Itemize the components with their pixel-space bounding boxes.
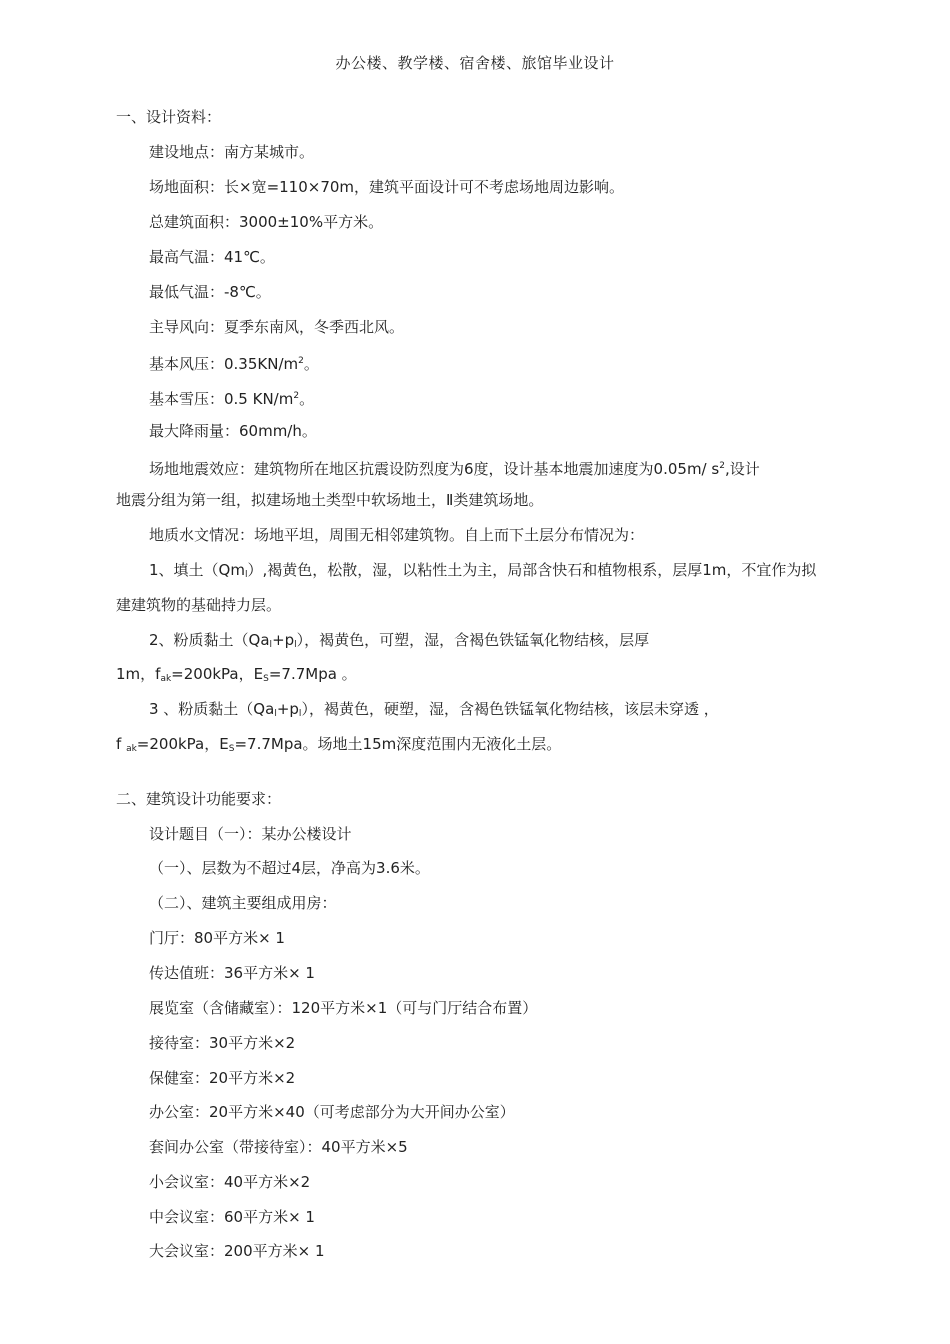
superscript-2: 2 [719, 461, 725, 471]
soil3-l2-c: =7.7Mpa。场地土15m深度范围内无液化土层。 [234, 735, 562, 753]
document-title: 办公楼、教学楼、宿舍楼、旅馆毕业设计 [335, 54, 615, 72]
soil-layer-2-line-1 [149, 630, 649, 655]
soil2-text-b: +p [272, 631, 295, 649]
subscript-l: l [244, 570, 248, 580]
subscript-ak: ak [160, 674, 172, 684]
seismic-text-b: ,设计 [724, 460, 760, 478]
soil3-l2-a: f [116, 735, 127, 753]
room-item: 办公室：20平方米×40（可考虑部分为大开间办公室） [149, 1103, 515, 1121]
soil3-text-b: +p [276, 700, 299, 718]
room-item: 中会议室：60平方米× 1 [149, 1208, 315, 1226]
total-area-line: 总建筑面积：3000±10%平方米。 [149, 213, 384, 231]
room-item: 传达值班：36平方米× 1 [149, 964, 315, 982]
seismic-line-1 [149, 456, 760, 479]
section2-heading: 二、建筑设计功能要求： [116, 790, 282, 808]
soil3-text-c: ），褐黄色，硬塑，湿，含褐色铁锰氧化物结核，该层未穿透 ， [301, 700, 719, 718]
wind-pressure-text: 基本风压：0.35KN/m [149, 355, 299, 373]
subscript-l: l [269, 640, 273, 650]
soil3-text-a: 3 、粉质黏土（Qa [149, 700, 275, 718]
geology-intro-line: 地质水文情况：场地平坦，周围无相邻建筑物。自上而下土层分布情况为： [149, 526, 645, 544]
room-item: 套间办公室（带接待室）：40平方米×5 [149, 1138, 408, 1156]
soil-layer-3-line-1 [149, 699, 719, 724]
section1-heading: 一、设计资料： [116, 108, 222, 126]
subscript-l: l [274, 709, 277, 719]
location-line: 建设地点：南方某城市。 [149, 143, 315, 161]
soil2-text-a: 2、粉质黏土（Qa [149, 631, 270, 649]
subscript-ak: ak [126, 744, 137, 754]
soil2-text-c: ），褐黄色，可塑，湿，含褐色铁锰氧化物结核，层厚 [296, 631, 650, 649]
wind-pressure-line [149, 351, 319, 374]
subscript-l: l [294, 640, 297, 650]
room-item: 门厅：80平方米× 1 [149, 929, 285, 947]
room-item: 保健室：20平方米×2 [149, 1069, 296, 1087]
room-item: 展览室（含储藏室）：120平方米×1（可与门厅结合布置） [149, 999, 538, 1017]
soil2-l2-c: =7.7Mpa 。 [268, 665, 357, 683]
design-topic-line: 设计题目（一）：某办公楼设计 [149, 825, 352, 843]
soil3-l2-b: =200kPa，E [136, 735, 229, 753]
min-temp-line: 最低气温：-8℃。 [149, 283, 271, 301]
subscript-s: S [263, 674, 269, 684]
wind-direction-line: 主导风向：夏季东南风，冬季西北风。 [149, 318, 405, 336]
subscript-l: l [298, 709, 302, 719]
snow-pressure-line [149, 386, 314, 409]
seismic-line-2: 地震分组为第一组，拟建场地土类型中软场地土，Ⅱ类建筑场地。 [116, 491, 544, 509]
room-item: 接待室：30平方米×2 [149, 1034, 296, 1052]
max-temp-line: 最高气温：41℃。 [149, 248, 275, 266]
seismic-text-a: 场地地震效应：建筑物所在地区抗震设防烈度为6度，设计基本地震加速度为0.05m/ s [149, 460, 720, 478]
soil-layer-1-line-2: 建建筑物的基础持力层。 [116, 596, 282, 614]
soil1-text-a: 1、填土（Qm [149, 561, 245, 579]
period: 。 [303, 355, 319, 373]
room-item: 大会议室：200平方米× 1 [149, 1242, 325, 1260]
rooms-heading-line: （二）、建筑主要组成用房： [149, 894, 337, 912]
subscript-s: S [228, 744, 235, 754]
soil2-l2-a: 1m，f [116, 665, 161, 683]
site-area-line: 场地面积：长×宽=110×70m，建筑平面设计可不考虑场地周边影响。 [149, 178, 625, 196]
room-item: 小会议室：40平方米×2 [149, 1173, 311, 1191]
period: 。 [299, 390, 315, 408]
soil-layer-1-line-1 [149, 560, 816, 585]
superscript-2: 2 [293, 391, 300, 401]
snow-pressure-text: 基本雪压：0.5 KN/m [149, 390, 294, 408]
floors-requirement-line: （一）、层数为不超过4层，净高为3.6米。 [149, 859, 430, 877]
soil-layer-3-line-2 [116, 734, 561, 759]
soil2-l2-b: =200kPa，E [171, 665, 264, 683]
superscript-2: 2 [298, 356, 304, 366]
soil1-text-b: ）,褐黄色，松散，湿，以粘性土为主，局部含快石和植物根系，层厚1m，不宜作为拟 [247, 561, 817, 579]
rainfall-line: 最大降雨量：60mm/h。 [149, 422, 317, 440]
soil-layer-2-line-2 [116, 664, 357, 689]
